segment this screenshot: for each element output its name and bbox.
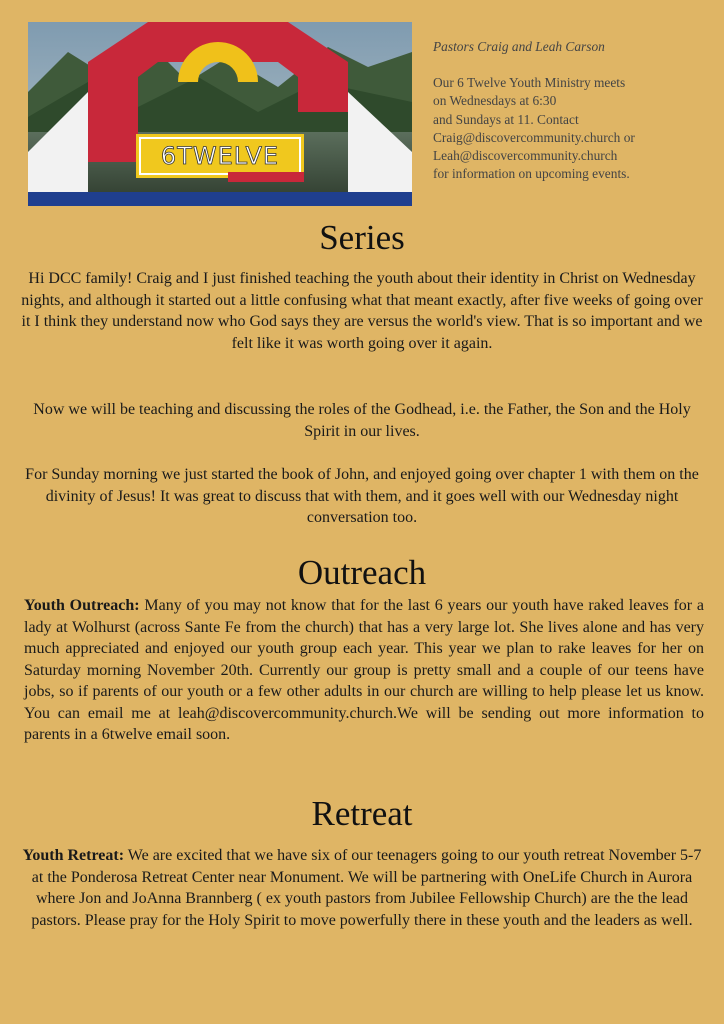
retreat-label: Youth Retreat: xyxy=(22,847,125,864)
6twelve-logo xyxy=(28,22,412,206)
info-line: for information on upcoming events. xyxy=(433,166,630,182)
series-paragraph-3: For Sunday morning we just started the book of John, and enjoyed going over chapter 1 with them on the divinity of Jesus! It was great to discuss that with them, and it goes well with our Wednesday night conversation too. xyxy=(25,466,699,526)
info-line: Our 6 Twelve Youth Ministry meets xyxy=(433,75,626,91)
outreach-paragraph xyxy=(24,595,704,746)
info-line: Leah@discovercommunity.church xyxy=(433,148,618,164)
info-line: on Wednesdays at 6:30 xyxy=(433,93,557,109)
series-paragraph-1: Hi DCC family! Craig and I just finished teaching the youth about their identity in Christ on Wednesday nights, and although it started out a little confusing what that meant exactly, after five weeks of going over it I think they understand now who God says they are versus the world's view. That is so important and we felt like it was worth going over it again. xyxy=(21,270,703,352)
info-line: and Sundays at 11. Contact xyxy=(433,111,579,127)
retreat-paragraph xyxy=(20,845,704,931)
retreat-text: We are excited that we have six of our teenagers going to our youth retreat November 5-7 at the Ponderosa Retreat Center near Monument. We will be partnering with OneLife Church in Aurora where Jon and JoAnna Brannberg ( ex youth pastors from Jubilee Fellowship Church) are the the lead pastors. Please pray for the Holy Spirit to move powerfully there in these youth and the leaders as well. xyxy=(31,847,702,929)
logo-text: 6TWELVE xyxy=(160,142,280,170)
pastors-name: Pastors Craig and Leah Carson xyxy=(433,39,605,54)
outreach-text: Many of you may not know that for the last 6 years our youth have raked leaves for a lady at Wolhurst (across Sante Fe from the church) that has a very large lot. She lives alone and has very much appreciated and enjoyed our youth group each year. This year we plan to rake leaves for her on Saturday morning November 20th. Currently our group is pretty small and a couple of our teens have jobs, so if parents of our youth or a few other adults in our church are willing to help please let us know. You can email me at leah@discovercommunity.church.We will be sending out more information to parents in a 6twelve email soon. xyxy=(24,597,704,743)
contact-info xyxy=(433,38,713,183)
outreach-label: Youth Outreach: xyxy=(24,597,140,614)
info-line: Craig@discovercommunity.church or xyxy=(433,129,635,145)
series-heading: Series xyxy=(319,218,405,257)
retreat-heading: Retreat xyxy=(311,794,413,833)
outreach-heading: Outreach xyxy=(297,553,427,592)
series-paragraph-2: Now we will be teaching and discussing the roles of the Godhead, i.e. the Father, the Son and the Holy Spirit in our lives. xyxy=(33,401,691,440)
